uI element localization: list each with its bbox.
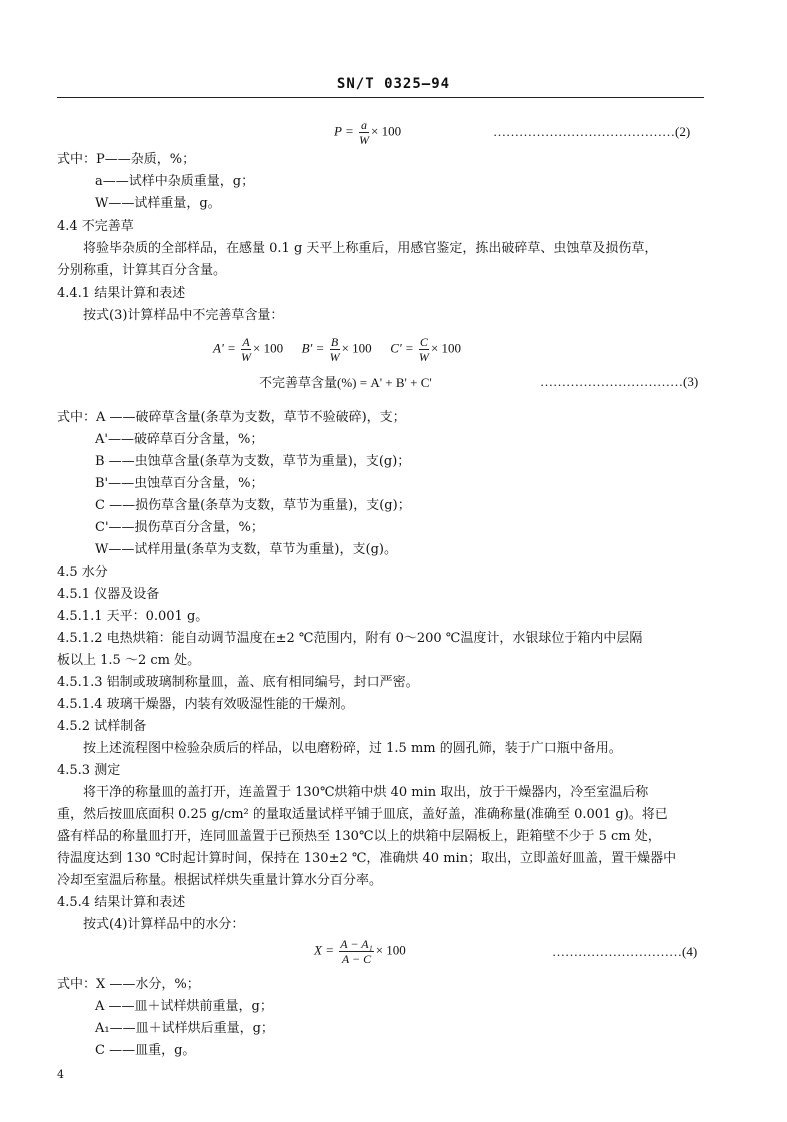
text-line: 按式(4)计算样品中的水分：	[83, 917, 245, 932]
eq2-denominator: W	[358, 133, 369, 147]
eq3-c-lhs: C' =	[390, 340, 417, 356]
text-line: C'——损伤草百分含量，%；	[95, 520, 264, 535]
text-line: A ——皿＋试样烘前重量，g；	[95, 999, 273, 1014]
section-heading: 4.4 不完善草	[57, 219, 134, 234]
text-line: 4.5.1.3 铝制或玻璃制称量皿，盖、底有相同编号，封口严密。	[57, 675, 419, 690]
eq3-b-lhs: B' =	[301, 340, 328, 356]
text-line: 式中：P——杂质，%；	[57, 152, 196, 167]
section-heading: 4.5.1 仪器及设备	[57, 587, 160, 602]
page-number: 4	[57, 1068, 64, 1081]
section-heading: 4.5.2 试样制备	[57, 719, 147, 734]
text-line: 4.5.1.4 玻璃干燥器，内装有效吸湿性能的干燥剂。	[57, 697, 354, 712]
text-line: 待温度达到 130 ℃时起计算时间，保持在 130±2 ℃，准确烘 40 min；取出，立即盖好皿盖，置干燥器中	[57, 851, 677, 866]
text-line: 式中：A ——破碎草含量(条草为支数，草节不验破碎)，支；	[57, 410, 406, 425]
eq2-fraction	[359, 118, 369, 147]
standard-code-header: SN/T 0325—94	[336, 76, 451, 92]
text-line: 将验毕杂质的全部样品，在感量 0.1 g 天平上称重后，用感官鉴定，拣出破碎草、虫蚀草及损伤草，	[83, 241, 658, 256]
equation-2	[334, 118, 401, 147]
equation-3-row1	[213, 335, 461, 364]
text-line: A'——破碎草百分含量，%；	[95, 432, 264, 447]
eq4-number: …………………………(4)	[552, 944, 698, 959]
text-line: 将干净的称量皿的盖打开，连盖置于 130℃烘箱中烘 40 min 取出，放于干燥器内，冷至室温后称	[83, 785, 649, 800]
text-line: a——试样中杂质重量，g；	[95, 174, 255, 189]
text-line: 按上述流程图中检验杂质后的样品，以电磨粉碎，过 1.5 mm 的圆孔筛，装于广口瓶中备用。	[83, 741, 622, 756]
eq3-b-fraction	[330, 335, 340, 364]
text-line: 盛有样品的称量皿打开，连同皿盖置于已预热至 130℃以上的烘箱中层隔板上，距箱壁不少于 5 cm 处，	[57, 829, 661, 844]
text-line: 分别称重，计算其百分含量。	[57, 263, 227, 278]
eq3-a-tail: × 100	[253, 340, 284, 356]
text-line: C ——损伤草含量(条草为支数，草节为重量)，支(g)；	[95, 498, 411, 513]
text-line: W——试样重量，g。	[95, 196, 221, 211]
text-line: A₁——皿＋试样烘后重量，g；	[95, 1021, 274, 1036]
eq4-lhs: X =	[314, 942, 338, 958]
equation-4	[314, 937, 406, 966]
text-line: 式中：X ——水分，%；	[57, 977, 200, 992]
text-line: B'——虫蚀草百分含量，%；	[95, 476, 264, 491]
section-heading: 4.5.4 结果计算和表述	[57, 895, 186, 910]
eq2-number: ……………………………………(2)	[493, 124, 691, 139]
eq2-tail: × 100	[370, 123, 402, 139]
text-line: 板以上 1.5 ～2 cm 处。	[57, 653, 201, 668]
eq3-b-tail: × 100	[341, 340, 372, 356]
eq3-number: ……………………………(3)	[540, 374, 699, 389]
section-heading: 4.5 水分	[57, 565, 108, 580]
text-line: C ——皿重，g。	[95, 1043, 196, 1058]
equation-3-sum: 不完善草含量(%) = A' + B' + C'	[259, 375, 432, 390]
text-line: 重，然后按皿底面积 0.25 g/cm² 的量取适量试样平铺于皿底，盖好盖，准确称量(准确至 0.001 g)。将已	[57, 807, 668, 822]
text-line: 按式(3)计算样品中不完善草含量：	[83, 308, 284, 323]
eq3-b-denominator: W	[329, 350, 340, 364]
eq3-a-lhs: A' =	[213, 340, 239, 356]
eq3-c-numerator: C	[419, 335, 428, 349]
eq3-c-denominator: W	[418, 350, 429, 364]
header-rule	[57, 97, 704, 98]
text-line: 冷却至室温后称量。根据试样烘失重量计算水分百分率。	[57, 873, 383, 888]
eq4-numerator: A − A₁	[340, 937, 373, 951]
eq4-fraction	[339, 937, 374, 966]
eq3-b-numerator: B	[330, 335, 339, 349]
section-heading: 4.4.1 结果计算和表述	[57, 286, 186, 301]
text-line: B ——虫蚀草含量(条草为支数，草节为重量)，支(g)；	[95, 454, 411, 469]
text-line: 4.5.1.1 天平：0.001 g。	[57, 609, 209, 624]
eq4-tail: × 100	[375, 942, 406, 958]
eq2-numerator: a	[360, 118, 367, 132]
eq2-lhs: P =	[334, 123, 357, 139]
eq3-c-fraction	[419, 335, 429, 364]
eq3-a-fraction	[241, 335, 251, 364]
eq3-c-tail: × 100	[430, 340, 462, 356]
section-heading: 4.5.3 测定	[57, 763, 121, 778]
text-line: 4.5.1.2 电热烘箱：能自动调节温度在±2 ℃范围内，附有 0～200 ℃温度计，水银球位于箱内中层隔	[57, 631, 643, 646]
eq3-a-numerator: A	[242, 335, 250, 349]
text-line: W——试样用量(条草为支数，草节为重量)，支(g)。	[95, 542, 397, 557]
eq3-a-denominator: W	[241, 350, 251, 364]
eq4-denominator: A − C	[341, 952, 372, 966]
